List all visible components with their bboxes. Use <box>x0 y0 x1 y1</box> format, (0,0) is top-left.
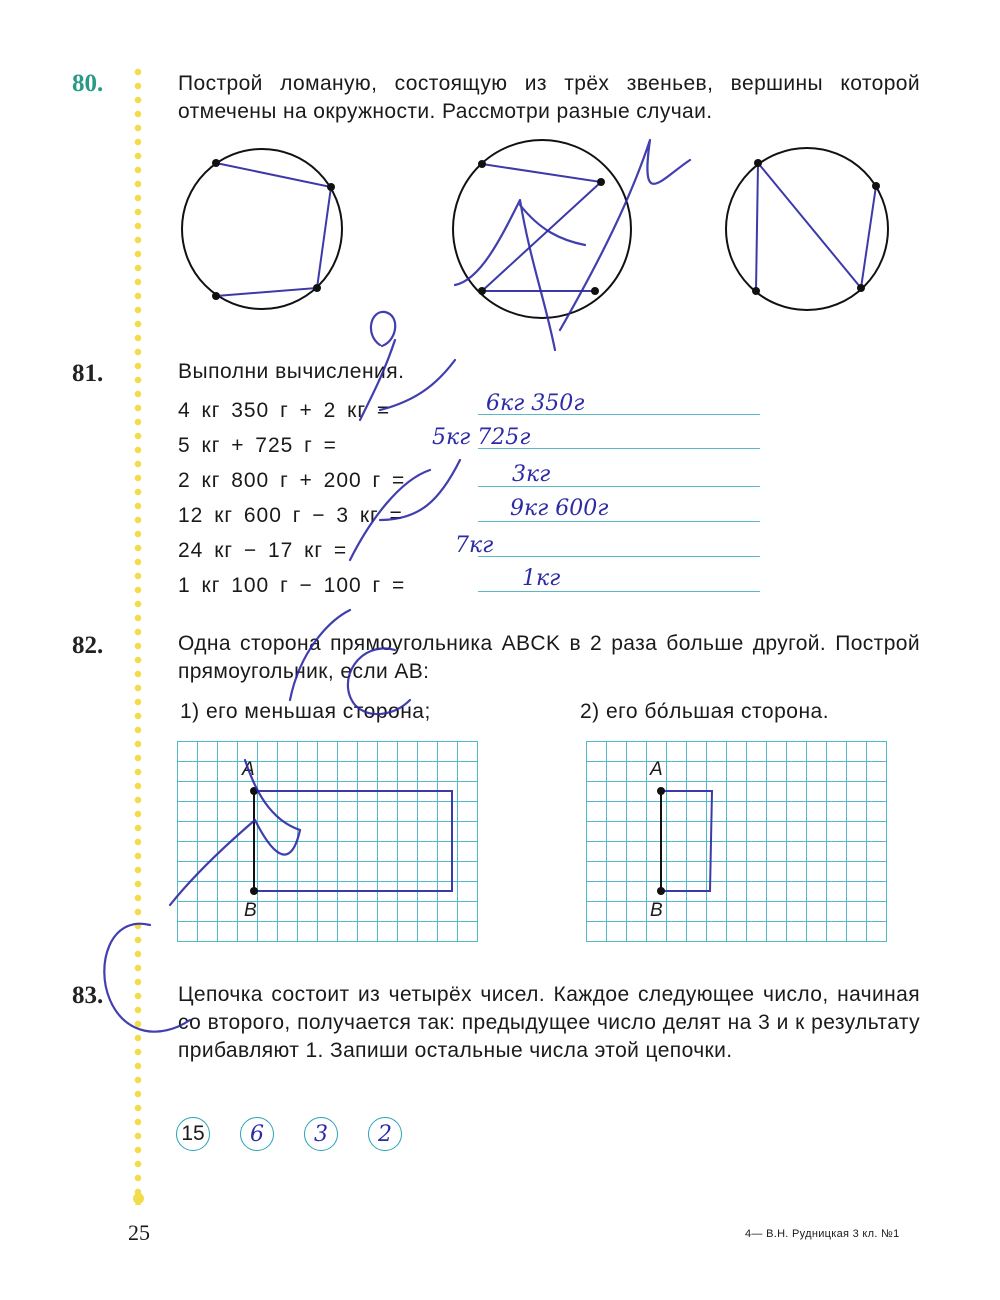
calc-expression: 1 кг 100 г − 100 г = <box>178 574 406 597</box>
chain-value: 15 <box>181 1122 205 1145</box>
calc-expression: 4 кг 350 г + 2 кг = <box>178 399 391 422</box>
chain-value: 2 <box>378 1121 392 1147</box>
handwritten-answer: 6кг 350г <box>486 391 585 416</box>
point-b-label: B <box>244 900 257 921</box>
handwritten-answer: 7кг <box>455 533 494 558</box>
task-82-number: 82. <box>72 632 104 659</box>
task-82-case-2: 2) его бо́льшая сторона. <box>580 700 830 723</box>
chain-value: 6 <box>250 1121 264 1147</box>
task-83-text: Цепочка состоит из четырёх чисел. Каждое следующее число, начиная со второго, получается так: предыдущее число делят на 3 и к результату прибавляют 1. Запиши остальные числа этой цепочки. <box>178 983 920 1062</box>
point-a-label: A <box>650 759 663 780</box>
page-number: 25 <box>128 1220 150 1245</box>
task-83-number: 83. <box>72 982 104 1009</box>
calc-expression: 5 кг + 725 г = <box>178 434 337 457</box>
calc-expression: 12 кг 600 г − 3 кг = <box>178 504 403 527</box>
task-82-case-1: 1) его меньшая сторона; <box>180 700 431 723</box>
task-82-text: Одна сторона прямоугольника ABCK в 2 раза больше другой. Построй прямоугольник, если AB: <box>178 632 920 683</box>
task-81-number: 81. <box>72 360 104 387</box>
handwritten-answer: 3кг <box>512 462 551 487</box>
task-80-text: Построй ломаную, состоящую из трёх звеньев, вершины которой отмечены на окружности. Рассмотри разные случаи. <box>178 72 920 123</box>
handwritten-answer: 1кг <box>522 566 561 591</box>
point-b-label: B <box>650 900 663 921</box>
handwritten-answer: 9кг 600г <box>510 496 609 521</box>
task-81-intro: Выполни вычисления. <box>178 360 405 383</box>
handwritten-answer: 5кг 725г <box>432 425 531 450</box>
point-a-label: A <box>242 759 255 780</box>
chain-value: 3 <box>314 1121 328 1147</box>
calc-expression: 2 кг 800 г + 200 г = <box>178 469 406 492</box>
task-80-number: 80. <box>72 70 104 97</box>
calc-expression: 24 кг − 17 кг = <box>178 539 348 562</box>
footer-credit: 4— В.Н. Рудницкая 3 кл. №1 <box>745 1228 900 1240</box>
